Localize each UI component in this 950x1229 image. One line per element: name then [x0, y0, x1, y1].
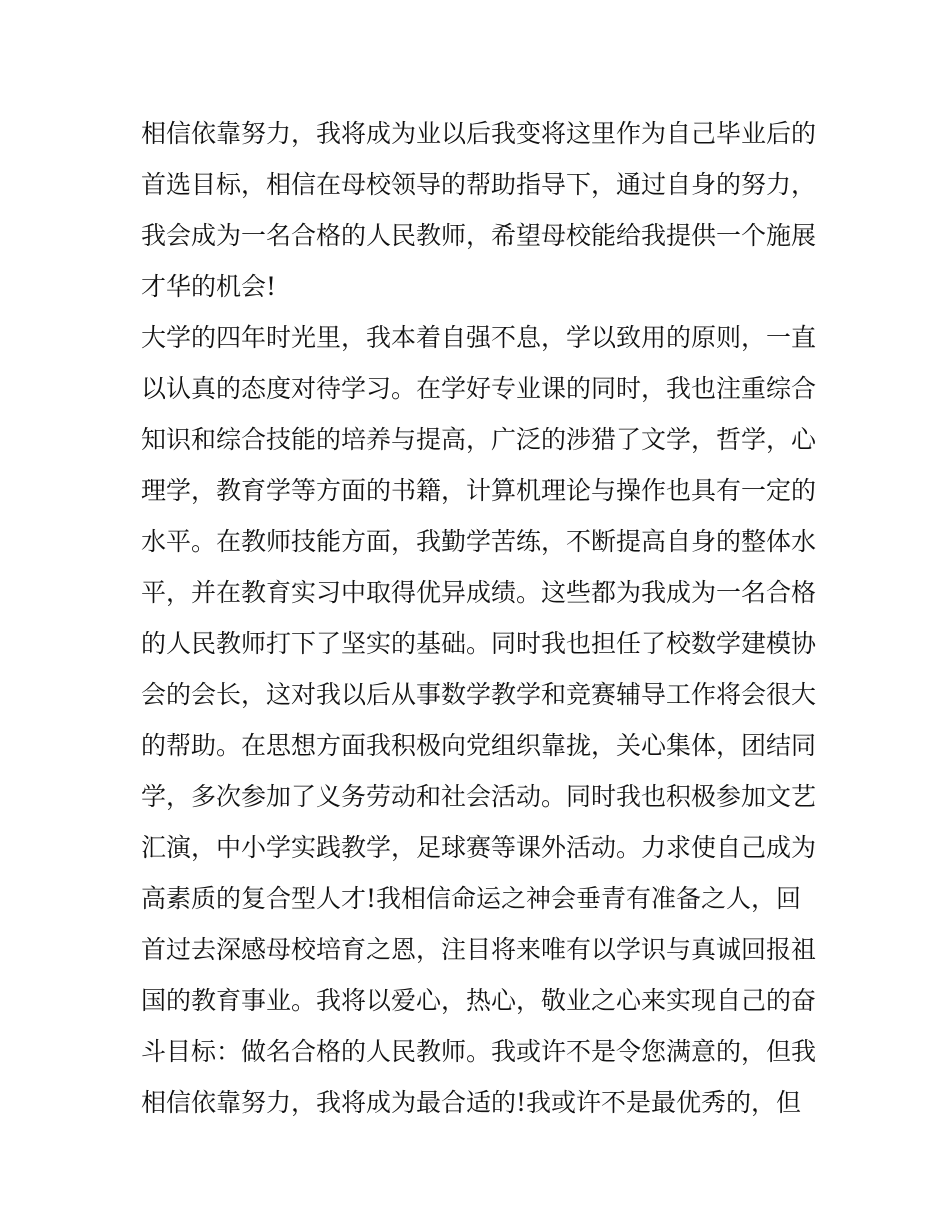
- text-line: 汇演，中小学实践教学，足球赛等课外活动。力求使自己成为: [141, 833, 817, 862]
- text-line: 大学的四年时光里，我本着自强不息，学以致用的原则，一直: [141, 323, 817, 352]
- text-line: 水平。在教师技能方面，我勤学苦练，不断提高自身的整体水: [141, 527, 817, 556]
- text-line: 高素质的复合型人才!我相信命运之神会垂青有准备之人，回: [141, 884, 802, 913]
- text-line: 相信依靠努力，我将成为业以后我变将这里作为自己毕业后的: [141, 119, 817, 148]
- text-line: 平，并在教育实习中取得优异成绩。这些都为我成为一名合格: [141, 578, 817, 607]
- text-line: 理学，教育学等方面的书籍，计算机理论与操作也具有一定的: [141, 476, 817, 505]
- text-line: 以认真的态度对待学习。在学好专业课的同时，我也注重综合: [141, 374, 817, 403]
- text-line: 学，多次参加了义务劳动和社会活动。同时我也积极参加文艺: [141, 782, 817, 811]
- text-line: 的人民教师打下了坚实的基础。同时我也担任了校数学建模协: [141, 629, 817, 658]
- text-line: 知识和综合技能的培养与提高，广泛的涉猎了文学，哲学，心: [141, 425, 817, 454]
- text-line: 会的会长，这对我以后从事数学教学和竞赛辅导工作将会很大: [141, 680, 817, 709]
- text-line: 的帮助。在思想方面我积极向党组织靠拢，关心集体，团结同: [141, 731, 817, 760]
- text-line: 相信依靠努力，我将成为最合适的!我或许不是最优秀的，但: [141, 1088, 802, 1117]
- body-text: [141, 108, 821, 1128]
- text-line: 国的教育事业。我将以爱心，热心，敬业之心来实现自己的奋: [141, 986, 817, 1015]
- text-line: 首选目标，相信在母校领导的帮助指导下，通过自身的努力，: [141, 170, 817, 199]
- text-line: 我会成为一名合格的人民教师，希望母校能给我提供一个施展: [141, 221, 817, 250]
- text-line: 首过去深感母校培育之恩，注目将来唯有以学识与真诚回报祖: [141, 935, 817, 964]
- text-line: 才华的机会!: [141, 272, 277, 301]
- text-line: 斗目标：做名合格的人民教师。我或许不是令您满意的，但我: [141, 1037, 817, 1066]
